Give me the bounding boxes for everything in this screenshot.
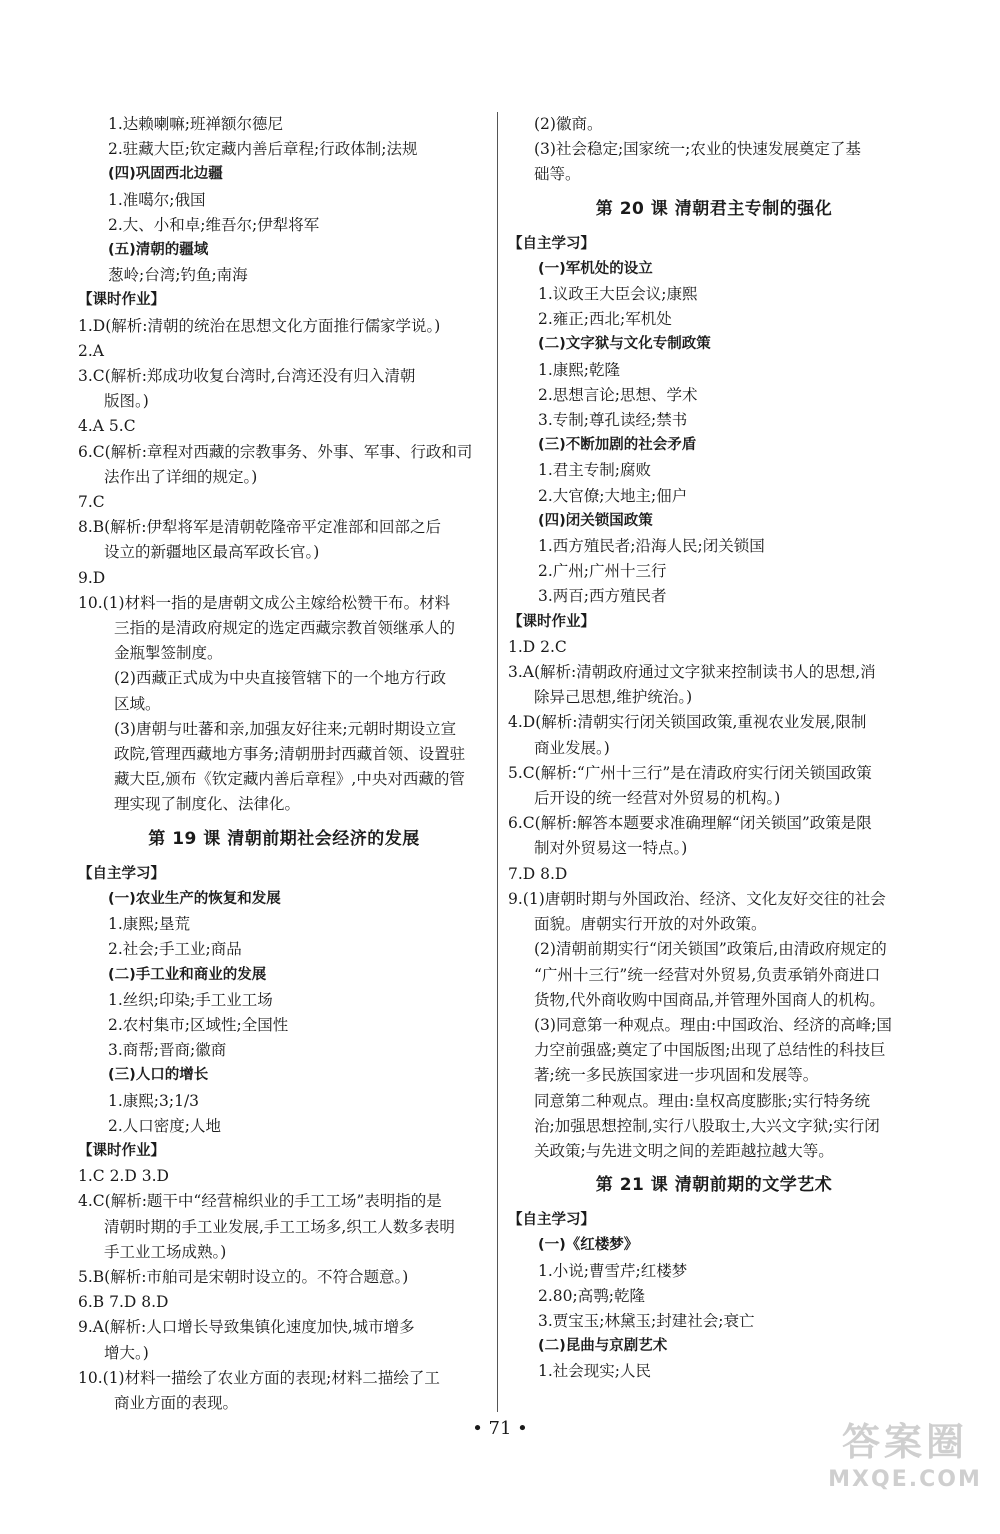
text-line: 区域。 [114,694,161,713]
text-line: 1.君主专制;腐败 [538,461,652,480]
text-line: 增大。) [104,1343,149,1362]
text-line: 2.社会;手工业;商品 [108,940,242,959]
section-heading: (三)人口的增长 [108,1067,209,1084]
text-line: 2.A [78,341,104,360]
text-line: 5.C(解析:“广州十三行”是在清政府实行闭关锁国政策 [508,763,872,782]
text-line: 法作出了详细的规定。) [104,467,258,486]
section-heading: (一)《红楼梦》 [538,1237,639,1254]
text-line: 10.(1)材料一指的是唐朝文成公主嫁给松赞干布。材料 [78,593,451,612]
text-line: 藏大臣,颁布《钦定藏内善后章程》,中央对西藏的管 [114,770,465,789]
text-line: 关政策;与先进文明之间的差距越拉越大等。 [534,1141,834,1160]
text-line: (3)社会稳定;国家统一;农业的快速发展奠定了基 [534,140,861,159]
text-line: (3)唐朝与吐蕃和亲,加强友好往来;元朝时期设立宣 [114,719,457,738]
text-line: 手工业工场成熟。) [104,1242,227,1261]
text-line: 2.80;高鹗;乾隆 [538,1286,645,1305]
text-line: (2)西藏正式成为中央直接管辖下的一个地方行政 [114,669,446,688]
text-line: 版图。) [104,392,149,411]
lesson-heading: 第 20 课 清朝君主专制的强化 [595,198,833,219]
text-line: 力空前强盛;奠定了中国版图;出现了总结性的科技巨 [534,1041,886,1060]
text-line: 清朝时期的手工业发展,手工工场多,织工人数多表明 [104,1217,455,1236]
text-line: (2)清朝前期实行“闭关锁国”政策后,由清政府规定的 [534,940,887,959]
text-line: 商业方面的表现。 [114,1393,239,1412]
watermark-logo [824,1418,986,1514]
text-line: (3)同意第一种观点。理由:中国政治、经济的高峰;国 [534,1015,892,1034]
text-line: 1.C 2.D 3.D [78,1167,169,1186]
text-line: 2.大官僚;大地主;佃户 [538,486,688,505]
text-line: 1.议政王大臣会议;康熙 [538,285,698,304]
text-line: 1.康熙;3;1/3 [108,1091,200,1110]
text-line: (2)徽商。 [534,115,603,133]
text-line: 金瓶掣签制度。 [114,644,223,663]
text-line: 1.康熙;乾隆 [538,360,621,379]
section-heading: (五)清朝的疆域 [108,242,209,259]
text-line: 7.D 8.D [508,864,568,883]
text-line: 同意第二种观点。理由:皇权高度膨胀;实行特务统 [534,1091,870,1110]
section-heading: 【自主学习】 [508,235,595,252]
text-line: 1.达赖喇嘛;班禅额尔德尼 [108,115,284,133]
text-line: 政院,管理西藏地方事务;清朝册封西藏首领、设置驻 [114,745,466,764]
text-line: 2.思想言论;思想、学术 [538,385,698,404]
text-line: 9.D [78,568,106,587]
text-line: 1.准噶尔;俄国 [108,190,206,209]
left-column [78,112,490,1416]
section-heading: 【课时作业】 [78,292,165,309]
text-line: 1.西方殖民者;沿海人民;闭关锁国 [538,537,765,556]
section-heading: 【课时作业】 [78,1142,165,1159]
text-line: 后开设的统一经营对外贸易的机构。) [534,789,781,808]
text-line: 2.农村集市;区域性;全国性 [108,1015,289,1034]
text-line: 1.D 2.C [508,637,567,656]
text-line: 葱岭;台湾;钓鱼;南海 [108,266,248,285]
text-line: 础等。 [534,165,581,184]
text-line: 3.贾宝玉;林黛玉;封建社会;衰亡 [538,1311,755,1330]
text-line: 3.C(解析:郑成功收复台湾时,台湾还没有归入清朝 [78,367,416,386]
text-line: 10.(1)材料一描绘了农业方面的表现;材料二描绘了工 [78,1368,440,1387]
section-heading: 【课时作业】 [508,613,595,630]
section-heading: (二)手工业和商业的发展 [108,966,267,983]
text-line: 1.丝织;印染;手工业工场 [108,990,273,1009]
section-heading: (四)巩固西北边疆 [108,166,223,183]
text-line: 2.广州;广州十三行 [538,562,667,581]
text-line: 2.大、小和卓;维吾尔;伊犁将军 [108,215,320,234]
text-line: 2.人口密度;人地 [108,1116,222,1135]
text-line: “广州十三行”统一经营对外贸易,负责承销外商进口 [534,965,881,984]
text-line: 3.两百;西方殖民者 [538,587,667,606]
text-line: 5.B(解析:市舶司是宋朝时设立的。不符合题意。) [78,1267,409,1286]
watermark-url: MXQE.COM [828,1467,982,1492]
lesson-heading: 第 21 课 清朝前期的文学艺术 [595,1175,833,1196]
right-column [508,112,920,1385]
text-line: 治;加强思想控制,实行八股取士,大兴文字狱;实行闭 [534,1116,880,1135]
text-line: 三指的是清政府规定的选定西藏宗教首领继承人的 [114,619,456,638]
text-line: 货物,代外商收购中国商品,并管理外国商人的机构。 [534,990,885,1009]
section-heading: (三)不断加剧的社会矛盾 [538,437,697,454]
text-line: 6.B 7.D 8.D [78,1293,169,1312]
section-heading: 【自主学习】 [78,865,165,882]
text-line: 设立的新疆地区最高军政长官。) [104,543,320,562]
text-line: 除异己思想,维护统治。) [534,688,693,707]
text-line: 1.D(解析:清朝的统治在思想文化方面推行儒家学说。) [78,316,441,335]
text-line: 6.C(解析:解答本题要求准确理解“闭关锁国”政策是限 [508,814,872,833]
text-line: 4.A 5.C [78,417,136,436]
text-line: 9.(1)唐朝时期与外国政治、经济、文化友好交往的社会 [508,889,886,908]
text-line: 6.C(解析:章程对西藏的宗教事务、外事、军事、行政和司 [78,442,473,461]
text-line: 1.社会现实;人民 [538,1362,652,1381]
section-heading: (二)文字狱与文化专制政策 [538,336,711,353]
text-line: 4.D(解析:清朝实行闭关锁国政策,重视农业发展,限制 [508,713,867,732]
text-line: 3.专制;尊孔读经;禁书 [538,411,688,430]
section-heading: (一)军机处的设立 [538,260,653,277]
text-line: 理实现了制度化、法律化。 [114,795,301,814]
lesson-heading: 第 19 课 清朝前期社会经济的发展 [148,828,420,849]
text-line: 3.商帮;晋商;徽商 [108,1041,227,1060]
text-line: 面貌。唐朝实行开放的对外政策。 [534,915,767,934]
text-line: 1.康熙;垦荒 [108,915,191,934]
section-heading: (四)闭关锁国政策 [538,512,653,529]
text-line: 8.B(解析:伊犁将军是清朝乾隆帝平定准部和回部之后 [78,518,441,537]
text-line: 1.小说;曹雪芹;红楼梦 [538,1261,688,1280]
section-heading: 【自主学习】 [508,1212,595,1229]
text-line: 商业发展。) [534,738,610,757]
text-line: 制对外贸易这一特点。) [534,839,688,858]
text-line: 7.C [78,493,105,512]
page-number: • 71 • [472,1418,528,1439]
text-line: 4.C(解析:题干中“经营棉织业的手工工场”表明指的是 [78,1192,442,1211]
text-line: 2.雍正;西北;军机处 [538,310,672,329]
section-heading: (一)农业生产的恢复和发展 [108,890,281,907]
text-line: 2.驻藏大臣;钦定藏内善后章程;行政体制;法规 [108,140,418,159]
text-line: 著;统一多民族国家进一步巩固和发展等。 [534,1066,819,1085]
text-line: 3.A(解析:清朝政府通过文字狱来控制读书人的思想,消 [508,663,876,682]
watermark-text: 答案圈 [841,1420,968,1464]
column-divider [497,112,498,1412]
section-heading: (二)昆曲与京剧艺术 [538,1338,668,1355]
text-line: 9.A(解析:人口增长导致集镇化速度加快,城市增多 [78,1318,415,1337]
